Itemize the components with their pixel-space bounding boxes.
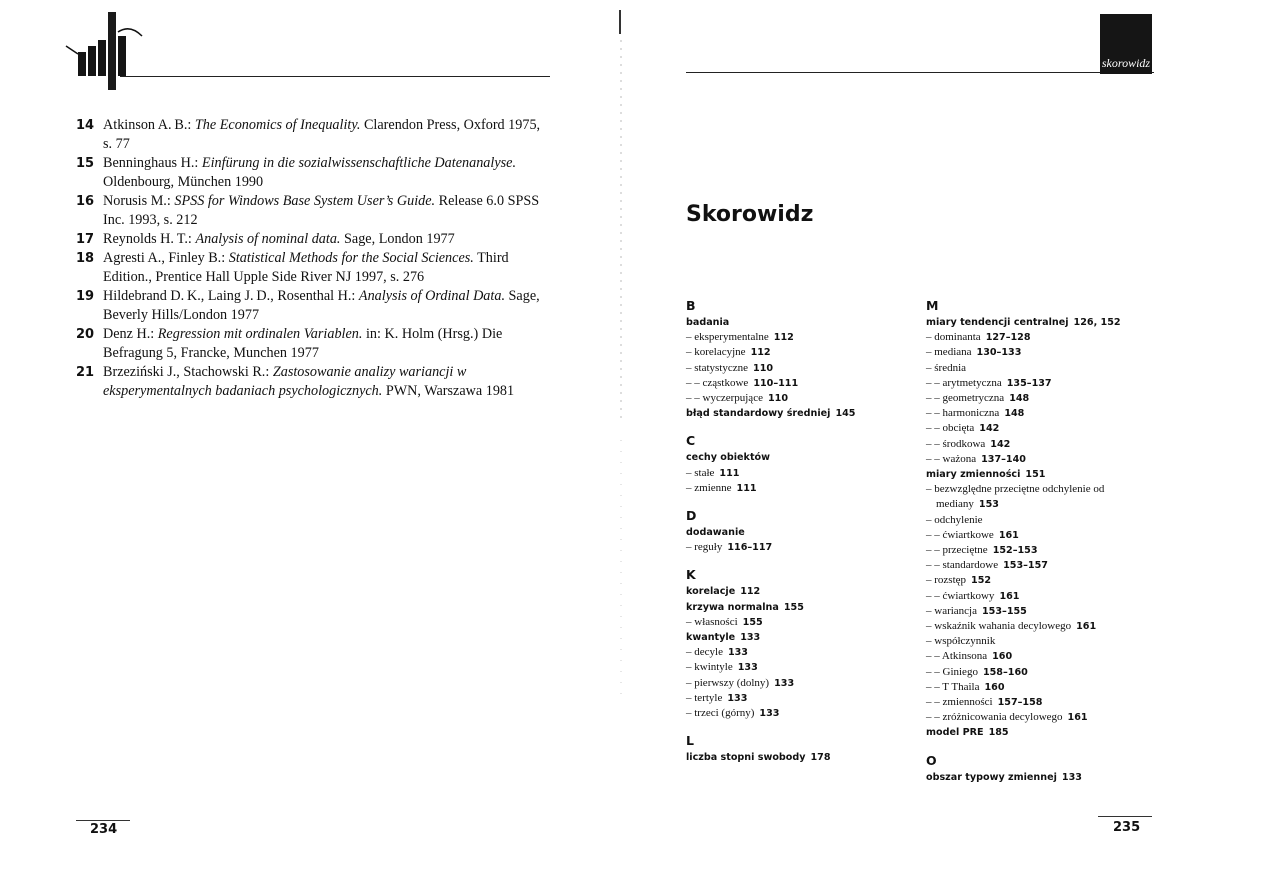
index-term: – – T Thaila <box>926 680 980 693</box>
reference-number: 18 <box>76 251 95 266</box>
reference-number: 20 <box>76 327 95 342</box>
index-page-ref: 137–140 <box>981 453 1026 465</box>
index-term: – rozstęp <box>926 574 967 587</box>
index-page-ref: 160 <box>992 651 1013 663</box>
index-entry-main <box>686 584 906 599</box>
index-group <box>686 298 906 421</box>
index-term: – średnia <box>926 361 967 374</box>
index-entry-sub <box>926 619 1166 634</box>
reference-list <box>76 116 550 401</box>
index-term: – – arytmetyczna <box>926 376 1002 389</box>
index-term: – pierwszy (dolny) <box>686 676 770 689</box>
index-letter: D <box>686 508 697 524</box>
reference-text: Atkinson A. B.: <box>103 117 195 133</box>
index-entry-sub <box>926 330 1166 345</box>
reference-title: Zastosowanie analizy wariancji w eksperymentalnych badaniach psychologicznych. <box>103 364 467 399</box>
index-entry-sub <box>926 558 1166 573</box>
index-term: – statystyczne <box>686 361 749 374</box>
index-term: cechy obiektów <box>686 452 770 464</box>
reference-item <box>76 154 550 192</box>
index-column-left <box>686 298 906 765</box>
index-page-ref: 145 <box>835 408 856 420</box>
index-term: kwantyle <box>686 632 736 644</box>
index-group <box>686 733 906 765</box>
index-term: – – wyczerpujące <box>686 392 763 405</box>
index-entry-sub <box>926 376 1166 391</box>
index-page-ref: 153–155 <box>982 605 1027 617</box>
index-term: model PRE <box>926 727 984 739</box>
index-page-ref: 112 <box>740 586 761 598</box>
index-term: – wariancja <box>926 604 977 617</box>
index-letter: O <box>926 752 937 768</box>
index-page-ref: 148 <box>1009 393 1030 405</box>
reference-title: Analysis of Ordinal Data. <box>358 288 505 304</box>
index-page-ref: 155 <box>742 616 763 628</box>
reference-number: 16 <box>76 194 95 209</box>
index-entry-sub <box>926 528 1166 543</box>
index-term: – – środkowa <box>926 437 986 450</box>
index-page-ref: 155 <box>783 601 804 613</box>
index-term: – stałe <box>686 466 715 479</box>
index-column-right <box>926 298 1166 785</box>
reference-text: Sage, London 1977 <box>340 231 455 247</box>
index-page-ref: 158–160 <box>982 666 1028 678</box>
index-term: – – Giniego <box>926 665 978 678</box>
index-term: badania <box>686 317 730 328</box>
index-entry-sub <box>686 691 906 706</box>
index-term: – kwintyle <box>686 661 733 674</box>
index-page-ref: 133 <box>727 647 748 659</box>
page-title: Skorowidz <box>686 202 814 227</box>
reference-text: Reynolds H. T.: <box>103 231 196 247</box>
index-term: – korelacyjne <box>686 346 746 359</box>
index-term: – – ćwiartkowy <box>926 589 995 602</box>
footer-rule <box>1098 816 1152 817</box>
index-term: – – obcięta <box>926 422 975 435</box>
index-group <box>686 567 906 721</box>
index-entry-sub <box>686 615 906 630</box>
index-entry-main <box>926 315 1166 330</box>
reference-item <box>76 325 550 363</box>
reference-item <box>76 287 550 325</box>
reference-text: Benninghaus H.: <box>103 155 202 171</box>
index-term: błąd standardowy średniej <box>686 408 831 420</box>
index-letter: M <box>926 298 939 313</box>
index-entry-sub <box>686 391 906 406</box>
footer-rule <box>76 820 130 821</box>
reference-text: in: K. Holm (Hrsg.) Die Befragung 5, Francke, Munchen 1977 <box>103 326 503 361</box>
index-entry-sub <box>686 676 906 691</box>
index-page-ref: 142 <box>979 423 1000 435</box>
reference-text: Release 6.0 SPSS Inc. 1993, s. 212 <box>103 193 540 228</box>
index-term: – własności <box>686 615 738 628</box>
index-entry-sub <box>926 604 1166 619</box>
index-page-ref: 133 <box>759 708 780 720</box>
reference-title: Einfürung in die sozialwissenschaftliche Datenanalyse. <box>201 155 516 171</box>
index-entry-main <box>686 450 906 465</box>
index-entry-sub <box>926 634 1166 649</box>
index-letter: C <box>686 433 696 449</box>
index-page-ref: 160 <box>984 681 1005 693</box>
index-page-ref: 142 <box>990 438 1011 450</box>
index-term: – eksperymentalne <box>686 331 769 344</box>
index-term: – wskaźnik wahania decylowego <box>926 620 1072 633</box>
header-rule <box>120 76 550 77</box>
index-term: – odchylenie <box>926 513 983 526</box>
index-entry-sub <box>926 589 1166 604</box>
index-entry-sub <box>926 665 1166 680</box>
index-page-ref: 161 <box>999 590 1020 602</box>
index-page-ref: 153–157 <box>1003 560 1048 572</box>
index-term: krzywa normalna <box>686 601 779 613</box>
index-page-ref: 110–111 <box>753 377 799 389</box>
index-entry-sub <box>926 345 1166 360</box>
index-page-ref: 130–133 <box>976 347 1022 359</box>
index-entry-sub <box>686 645 906 660</box>
index-entry-main <box>686 315 906 330</box>
index-page-ref: 111 <box>719 467 740 479</box>
index-term: liczba stopni swobody <box>686 752 806 764</box>
index-page-ref: 110 <box>767 393 788 405</box>
index-page-ref: 151 <box>1025 469 1046 481</box>
index-term: – – zróżnicowania decylowego <box>926 711 1063 724</box>
index-term: – trzeci (górny) <box>686 707 755 720</box>
index-entry-sub <box>926 406 1166 421</box>
index-entry-main <box>686 406 906 421</box>
reference-title: Statistical Methods for the Social Sciences. <box>228 250 474 266</box>
index-entry-sub <box>926 452 1166 467</box>
reference-text: Denz H.: <box>103 326 158 342</box>
index-term: – dominanta <box>926 331 981 344</box>
reference-item <box>76 116 550 154</box>
index-group <box>686 433 906 496</box>
index-group <box>686 508 906 555</box>
reference-text: Third Edition., Prentice Hall Upple Side River NJ 1997, s. 276 <box>103 250 509 285</box>
reference-number: 15 <box>76 156 95 171</box>
index-entry-sub <box>926 695 1166 710</box>
index-page-ref: 152 <box>971 575 992 587</box>
index-entry-sub <box>926 421 1166 436</box>
index-term: miary zmienności <box>926 469 1021 481</box>
index-entry-sub <box>926 391 1166 406</box>
reference-title: Analysis of nominal data. <box>195 231 341 247</box>
index-entry-sub <box>686 481 906 496</box>
index-entry-sub <box>686 376 906 391</box>
index-entry-sub <box>926 543 1166 558</box>
reference-title: SPSS for Windows Base System User’s Guide. <box>174 193 436 209</box>
index-page-ref: 133 <box>1061 771 1082 783</box>
index-page-ref: 110 <box>753 362 774 374</box>
reference-item <box>76 249 550 287</box>
index-term: – bezwzględne przeciętne odchylenie od mediany <box>926 483 1105 511</box>
reference-text: Norusis M.: <box>103 193 175 209</box>
index-entry-sub <box>686 361 906 376</box>
reference-item <box>76 363 550 401</box>
index-entry-sub <box>926 573 1166 588</box>
index-term: korelacje <box>686 586 736 598</box>
index-page-ref: 185 <box>988 727 1009 739</box>
index-term: miary tendencji centralnej <box>926 317 1069 328</box>
index-letter: L <box>686 733 694 749</box>
index-entry-sub <box>926 437 1166 452</box>
reference-text: Clarendon Press, Oxford 1975, s. 77 <box>103 117 541 152</box>
index-page-ref: 161 <box>998 529 1019 541</box>
reference-text: Brzeziński J., Stachowski R.: <box>103 364 273 380</box>
chart-logo-icon <box>64 10 144 92</box>
index-term: – – harmoniczna <box>926 407 1000 420</box>
index-term: – – cząstkowe <box>686 376 749 389</box>
index-entry-sub <box>926 513 1166 528</box>
reference-number: 19 <box>76 289 95 304</box>
reference-number: 21 <box>76 365 95 380</box>
reference-text: Oldenbourg, München 1990 <box>103 174 264 190</box>
page-number: 234 <box>90 822 118 837</box>
index-group <box>926 753 1166 785</box>
reference-item <box>76 192 550 230</box>
index-entry-main <box>686 525 906 540</box>
index-term: – – geometryczna <box>926 392 1005 405</box>
index-term: – mediana <box>926 346 972 359</box>
reference-title: Regression mit ordinalen Variablen. <box>157 326 363 342</box>
index-letter: K <box>686 567 696 583</box>
index-entry-sub <box>926 649 1166 664</box>
page-number: 235 <box>1113 820 1141 835</box>
index-page-ref: 111 <box>736 482 757 494</box>
index-entry-sub <box>686 345 906 360</box>
page-gutter <box>614 0 628 894</box>
reference-text: Hildebrand D. K., Laing J. D., Rosenthal H.: <box>103 288 359 304</box>
index-page-ref: 153 <box>978 499 999 511</box>
index-entry-sub <box>686 540 906 555</box>
reference-text: PWN, Warszawa 1981 <box>382 383 515 399</box>
reference-number: 17 <box>76 232 95 247</box>
index-term: obszar typowy zmiennej <box>926 771 1057 783</box>
index-entry-sub <box>686 330 906 345</box>
reference-text: Sage, Beverly Hills/London 1977 <box>103 288 540 323</box>
left-page <box>0 0 600 894</box>
index-page-ref: 178 <box>810 752 831 764</box>
index-term: – – przeciętne <box>926 544 988 557</box>
index-page-ref: 135–137 <box>1006 377 1052 389</box>
index-entry-main <box>686 750 906 765</box>
index-group <box>926 298 1166 741</box>
reference-item <box>76 230 550 249</box>
index-page-ref: 157–158 <box>997 697 1043 709</box>
reference-title: The Economics of Inequality. <box>194 117 361 133</box>
index-entry-main <box>686 600 906 615</box>
index-term: – – ćwiartkowe <box>926 528 994 541</box>
index-entry-main <box>926 770 1166 785</box>
index-entry-main <box>686 630 906 645</box>
index-entry-main <box>926 467 1166 482</box>
section-tab-label: skorowidz <box>1101 56 1151 70</box>
index-term: – zmienne <box>686 481 732 494</box>
index-entry-sub <box>686 660 906 675</box>
section-tab <box>1100 14 1152 74</box>
index-term: – – standardowe <box>926 559 999 572</box>
index-entry-sub <box>686 706 906 721</box>
index-page-ref: 116–117 <box>727 542 773 554</box>
index-page-ref: 133 <box>740 632 761 644</box>
index-term: – współczynnik <box>926 635 996 648</box>
index-page-ref: 148 <box>1004 408 1025 420</box>
index-term: – tertyle <box>686 691 723 704</box>
index-page-ref: 152–153 <box>992 545 1038 557</box>
index-page-ref: 112 <box>750 347 771 359</box>
index-entry-sub <box>926 710 1166 725</box>
header-rule <box>686 72 1154 73</box>
index-entry-sub <box>926 482 1166 512</box>
index-entry-sub <box>926 680 1166 695</box>
index-term: – – Atkinsona <box>926 650 988 663</box>
reference-number: 14 <box>76 118 95 133</box>
index-page-ref: 112 <box>773 332 794 344</box>
index-term: dodawanie <box>686 527 745 539</box>
index-entry-main <box>926 725 1166 740</box>
index-entry-sub <box>686 466 906 481</box>
reference-text: Agresti A., Finley B.: <box>103 250 229 266</box>
index-entry-sub <box>926 361 1166 376</box>
index-page-ref: 161 <box>1067 712 1088 724</box>
index-letter: B <box>686 298 696 313</box>
index-term: – decyle <box>686 646 723 659</box>
index-term: – – zmienności <box>926 696 993 709</box>
right-page <box>640 0 1262 894</box>
index-page-ref: 127–128 <box>985 332 1031 344</box>
index-term: – reguły <box>686 541 723 554</box>
index-page-ref: 133 <box>737 662 758 674</box>
index-page-ref: 133 <box>774 677 795 689</box>
index-page-ref: 161 <box>1076 621 1097 633</box>
index-page-ref: 126, 152 <box>1073 317 1121 328</box>
index-term: – – ważona <box>926 452 977 465</box>
index-page-ref: 133 <box>727 692 748 704</box>
